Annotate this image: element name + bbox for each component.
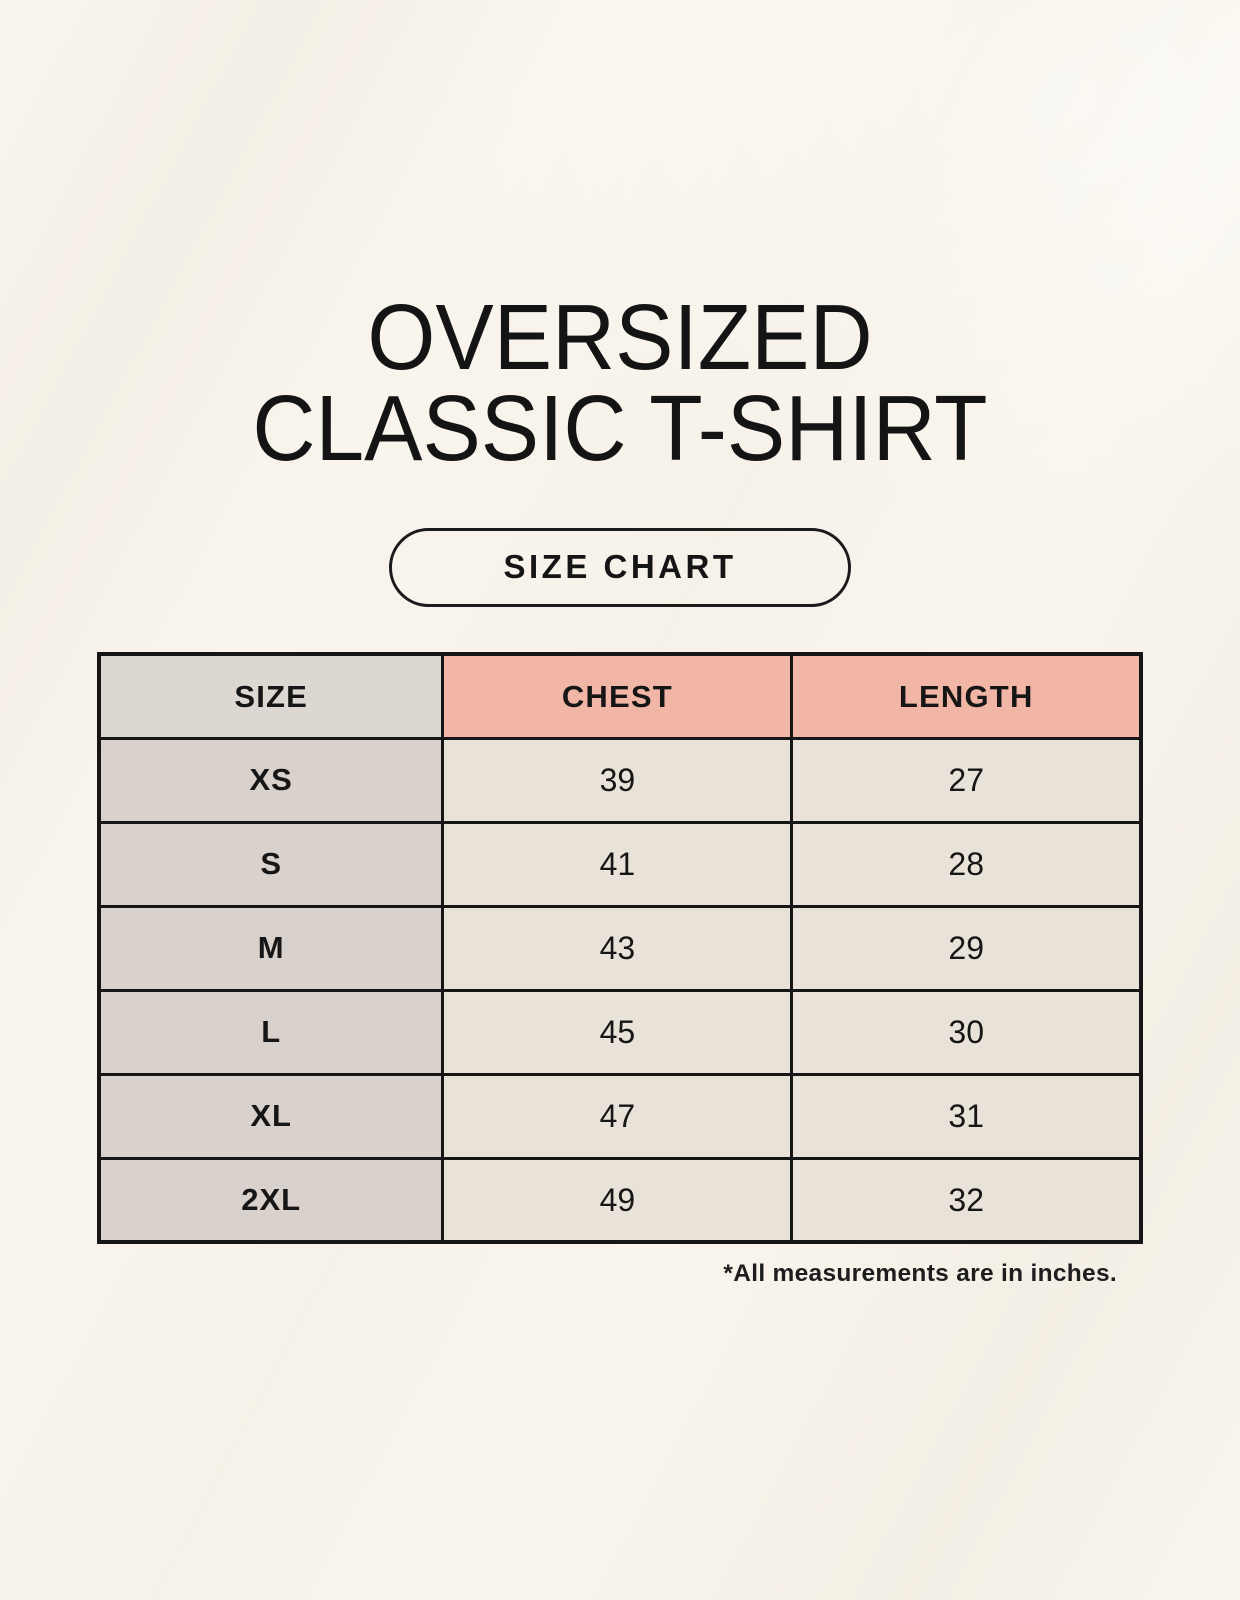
length-value: 28 (792, 822, 1141, 906)
chest-value: 47 (443, 1074, 792, 1158)
chest-value: 41 (443, 822, 792, 906)
size-label: XL (99, 1074, 443, 1158)
size-label: S (99, 822, 443, 906)
product-title-line1: OVERSIZED (367, 285, 873, 389)
column-header-length: LENGTH (792, 654, 1141, 738)
size-chart-section (97, 652, 1143, 1288)
table-header-row (99, 654, 1141, 738)
size-chart-table (97, 652, 1143, 1244)
size-label: 2XL (99, 1158, 443, 1242)
length-value: 27 (792, 738, 1141, 822)
chest-value: 43 (443, 906, 792, 990)
table-row-xl (99, 1074, 1141, 1158)
size-label: M (99, 906, 443, 990)
header (0, 0, 1240, 607)
table-row-l (99, 990, 1141, 1074)
length-value: 31 (792, 1074, 1141, 1158)
length-value: 30 (792, 990, 1141, 1074)
table-row-s (99, 822, 1141, 906)
product-title-line2: CLASSIC T-SHIRT (252, 376, 988, 481)
length-value: 29 (792, 906, 1141, 990)
table-row-m (99, 906, 1141, 990)
chest-value: 45 (443, 990, 792, 1074)
size-label: L (99, 990, 443, 1074)
column-header-size: SIZE (99, 654, 443, 738)
table-row-xs (99, 738, 1141, 822)
page-title (37, 285, 1203, 481)
table-row-2xl (99, 1158, 1141, 1242)
length-value: 32 (792, 1158, 1141, 1242)
column-header-chest: CHEST (443, 654, 792, 738)
chest-value: 39 (443, 738, 792, 822)
size-chart-badge[interactable]: SIZE CHART (389, 528, 851, 607)
chest-value: 49 (443, 1158, 792, 1242)
size-label: XS (99, 738, 443, 822)
measurements-footnote: *All measurements are in inches. (723, 1260, 1117, 1288)
